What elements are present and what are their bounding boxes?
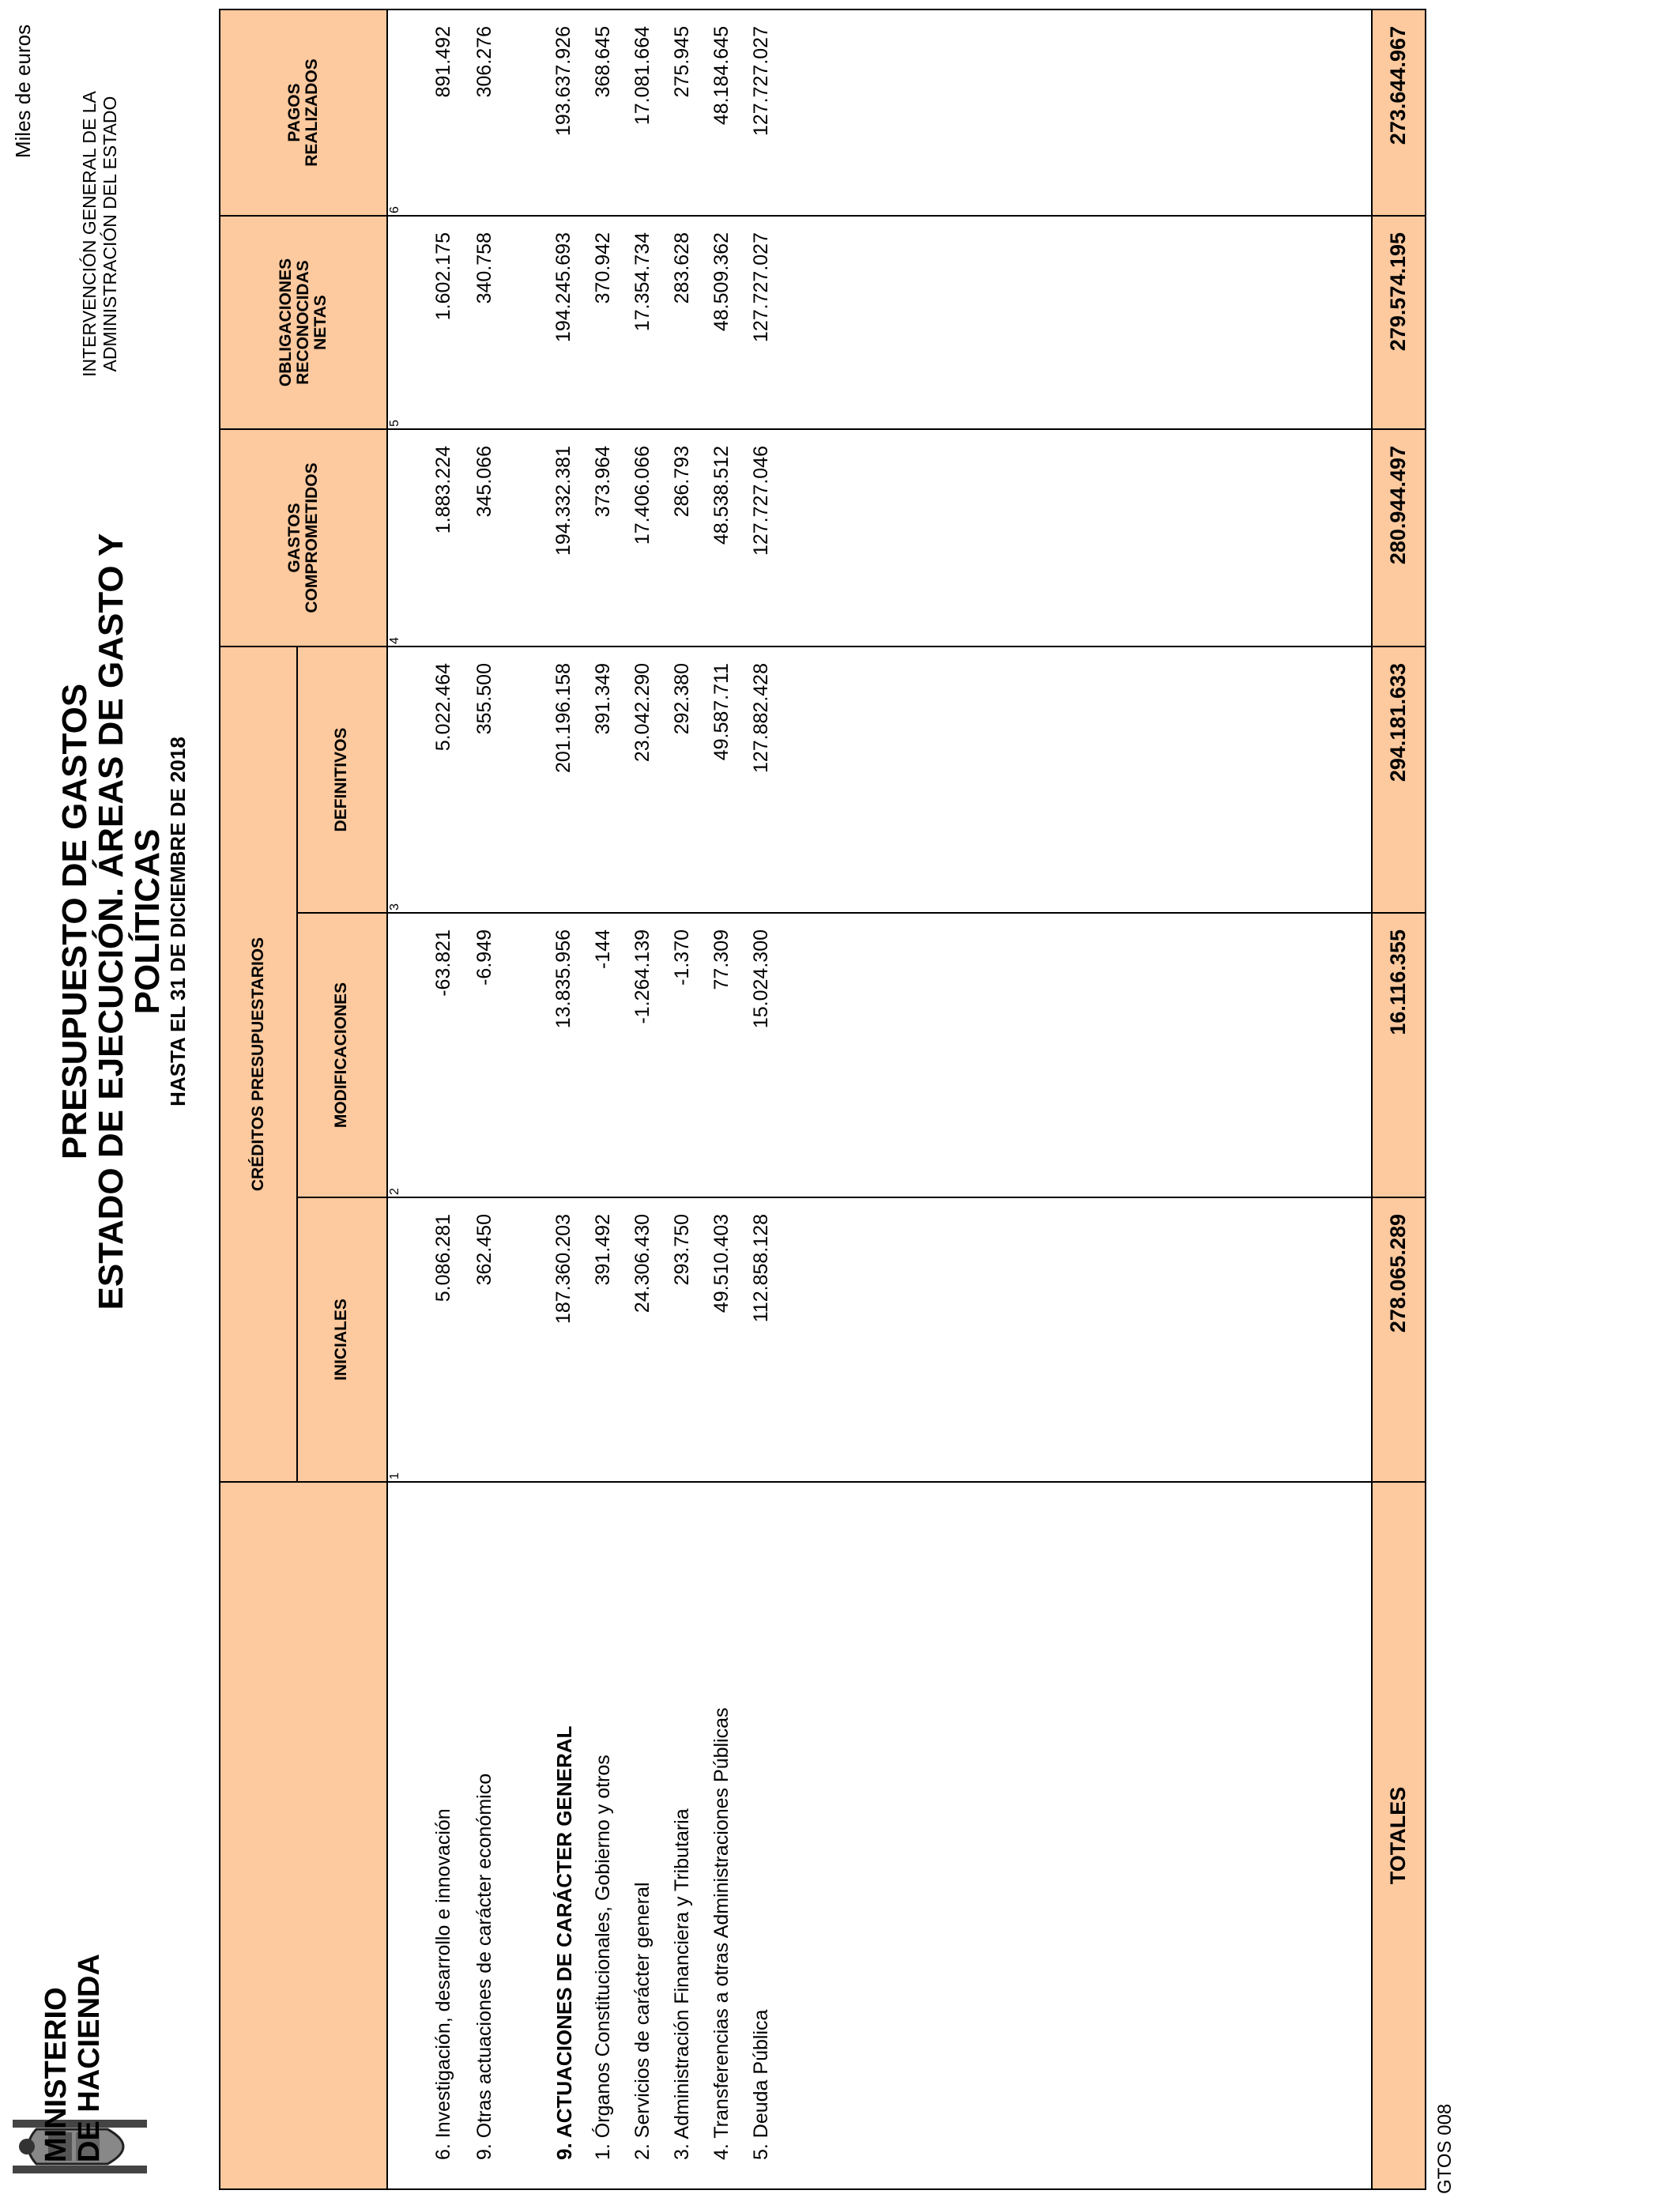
totals-label: TOTALES bbox=[1385, 1786, 1410, 1885]
header-divider bbox=[386, 10, 388, 2188]
title-line-1: PRESUPUESTO DE GASTOS bbox=[55, 683, 94, 1160]
cell-pagos-realizados: 17.081.664 bbox=[631, 26, 654, 126]
cell-definitivos: 49.587.711 bbox=[710, 663, 733, 761]
cell-gastos-comprometidos: 48.538.512 bbox=[710, 446, 733, 545]
cell-definitivos: 5.022.464 bbox=[432, 663, 454, 752]
cell-pagos-realizados: 193.637.926 bbox=[552, 26, 574, 137]
col-divider-5 bbox=[220, 428, 1425, 430]
col-divider-1 bbox=[220, 1481, 1425, 1483]
cell-obligaciones-reconocidas: 194.245.693 bbox=[552, 232, 574, 343]
cell-iniciales: 391.492 bbox=[592, 1214, 614, 1286]
col-header-modificaciones: MODIFICACIONES bbox=[332, 982, 350, 1129]
cell-modificaciones: -6.949 bbox=[473, 929, 495, 986]
cell-pagos-realizados: 368.645 bbox=[592, 26, 614, 98]
title-line-2: ESTADO DE EJECUCIÓN. ÁREAS DE GASTO Y POLÍTICAS bbox=[92, 533, 167, 1310]
total-obligaciones-reconocidas: 279.574.195 bbox=[1386, 232, 1410, 352]
cell-modificaciones: 13.835.956 bbox=[552, 929, 574, 1029]
row-label: 1. Órganos Constitucionales, Gobierno y otros bbox=[592, 1755, 614, 2160]
cell-gastos-comprometidos: 17.406.066 bbox=[631, 446, 654, 545]
cell-definitivos: 292.380 bbox=[671, 663, 693, 735]
total-iniciales: 278.065.289 bbox=[1386, 1214, 1410, 1333]
cell-obligaciones-reconocidas: 340.758 bbox=[473, 232, 495, 304]
cell-obligaciones-reconocidas: 283.628 bbox=[671, 232, 693, 304]
cell-obligaciones-reconocidas: 17.354.734 bbox=[631, 232, 654, 332]
cell-pagos-realizados: 48.184.645 bbox=[710, 26, 733, 126]
section-row-label: 9. ACTUACIONES DE CARÁCTER GENERAL bbox=[552, 1725, 576, 2160]
cell-gastos-comprometidos: 127.727.046 bbox=[750, 446, 772, 556]
row-label: 6. Investigación, desarrollo e innovación bbox=[432, 1808, 454, 2160]
col-number-4: 4 bbox=[388, 637, 401, 644]
ministry-name bbox=[40, 1954, 106, 2162]
total-modificaciones: 16.116.355 bbox=[1386, 929, 1410, 1035]
cell-obligaciones-reconocidas: 127.727.027 bbox=[750, 232, 772, 343]
cell-iniciales: 49.510.403 bbox=[710, 1214, 733, 1314]
cell-gastos-comprometidos: 373.964 bbox=[592, 446, 614, 518]
cell-modificaciones: -1.264.139 bbox=[631, 929, 654, 1024]
cell-modificaciones: 15.024.300 bbox=[750, 929, 772, 1029]
units-label: Miles de euros bbox=[11, 24, 35, 158]
col-divider-2 bbox=[296, 1197, 1425, 1198]
cell-gastos-comprometidos: 286.793 bbox=[671, 446, 693, 518]
cell-modificaciones: -1.370 bbox=[671, 929, 693, 986]
cell-obligaciones-reconocidas: 370.942 bbox=[592, 232, 614, 304]
org-line-2: ADMINISTRACIÓN DEL ESTADO bbox=[100, 96, 120, 372]
cell-definitivos: 127.882.428 bbox=[750, 663, 772, 774]
cell-iniciales: 293.750 bbox=[671, 1214, 693, 1286]
cell-definitivos: 201.196.158 bbox=[552, 663, 574, 774]
total-pagos-realizados: 273.644.967 bbox=[1386, 26, 1410, 145]
cell-iniciales: 112.858.128 bbox=[750, 1214, 772, 1323]
col-divider-6 bbox=[220, 215, 1425, 217]
cell-iniciales: 24.306.430 bbox=[631, 1214, 654, 1314]
col-number-6: 6 bbox=[388, 206, 401, 213]
cell-obligaciones-reconocidas: 48.509.362 bbox=[710, 232, 733, 332]
total-gastos-comprometidos: 280.944.497 bbox=[1386, 446, 1410, 565]
col-number-1: 1 bbox=[388, 1472, 401, 1480]
row-label: 5. Deuda Pública bbox=[750, 2009, 772, 2160]
col-header-definitivos: DEFINITIVOS bbox=[332, 727, 350, 832]
row-label: 9. Otras actuaciones de carácter económico bbox=[473, 1773, 495, 2160]
cell-iniciales: 187.360.203 bbox=[552, 1214, 574, 1325]
cell-gastos-comprometidos: 345.066 bbox=[473, 446, 495, 518]
cell-iniciales: 5.086.281 bbox=[432, 1214, 454, 1302]
title-line-3: HASTA EL 31 DE DICIEMBRE DE 2018 bbox=[166, 737, 190, 1106]
cell-pagos-realizados: 275.945 bbox=[671, 26, 693, 98]
organization-name bbox=[79, 44, 120, 424]
col-header-obligaciones-reconocidas: OBLIGACIONES RECONOCIDAS NETAS bbox=[277, 258, 330, 387]
cell-modificaciones: 77.309 bbox=[710, 929, 733, 990]
cell-modificaciones: -63.821 bbox=[432, 929, 454, 997]
col-divider-4 bbox=[220, 646, 1425, 647]
total-definitivos: 294.181.633 bbox=[1386, 663, 1410, 782]
cell-gastos-comprometidos: 194.332.381 bbox=[552, 446, 574, 556]
cell-modificaciones: -144 bbox=[592, 929, 614, 970]
row-label: 3. Administración Financiera y Tributaria bbox=[671, 1808, 693, 2160]
col-number-2: 2 bbox=[388, 1188, 401, 1195]
col-header-gastos-comprometidos: GASTOS COMPROMETIDOS bbox=[285, 462, 321, 613]
cell-definitivos: 355.500 bbox=[473, 663, 495, 735]
ministry-line-2: DE HACIENDA bbox=[73, 1954, 106, 2162]
row-label: 2. Servicios de carácter general bbox=[631, 1882, 654, 2160]
col-number-3: 3 bbox=[388, 903, 401, 910]
cell-obligaciones-reconocidas: 1.602.175 bbox=[432, 232, 454, 321]
document-code: GTOS 008 bbox=[1434, 2103, 1456, 2194]
col-divider-3 bbox=[296, 912, 1425, 914]
cell-pagos-realizados: 127.727.027 bbox=[750, 26, 772, 137]
org-line-1: INTERVENCIÓN GENERAL DE LA bbox=[79, 91, 100, 377]
col-header-iniciales: INICIALES bbox=[332, 1299, 350, 1381]
cell-pagos-realizados: 306.276 bbox=[473, 26, 495, 98]
creditos-group-header: CRÉDITOS PRESUPUESTARIOS bbox=[249, 937, 267, 1192]
cell-definitivos: 391.349 bbox=[592, 663, 614, 735]
cell-pagos-realizados: 891.492 bbox=[432, 26, 454, 98]
budget-execution-table bbox=[219, 9, 1426, 2190]
cell-iniciales: 362.450 bbox=[473, 1214, 495, 1286]
col-number-5: 5 bbox=[388, 420, 401, 427]
col-header-pagos-realizados: PAGOS REALIZADOS bbox=[285, 58, 321, 167]
cell-definitivos: 23.042.290 bbox=[631, 663, 654, 763]
cell-gastos-comprometidos: 1.883.224 bbox=[432, 446, 454, 534]
report-title bbox=[57, 487, 190, 1356]
ministry-line-1: MINISTERIO bbox=[40, 1987, 73, 2162]
row-label: 4. Transferencias a otras Administraciones Públicas bbox=[710, 1707, 733, 2160]
